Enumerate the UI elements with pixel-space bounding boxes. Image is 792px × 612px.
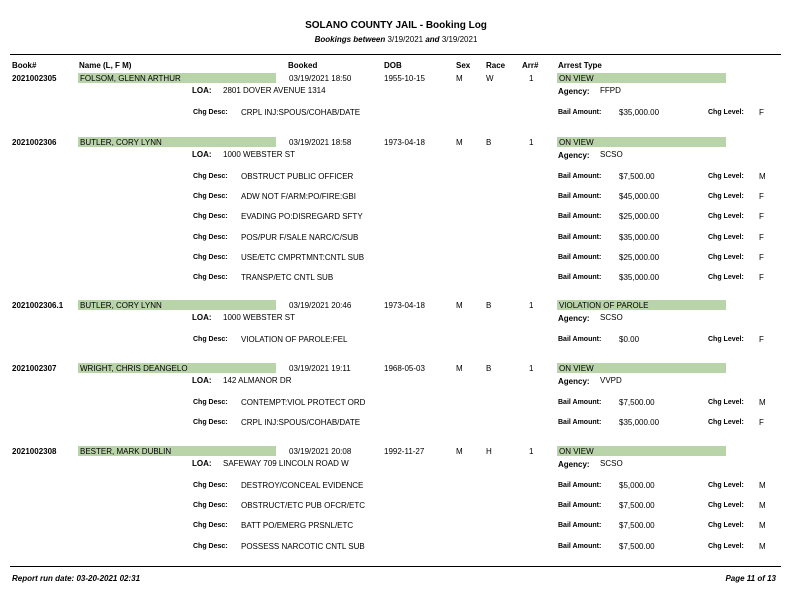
date-of-birth: 1973-04-18 xyxy=(384,301,425,310)
report-title: SOLANO COUNTY JAIL - Booking Log xyxy=(305,20,487,31)
sex-value: M xyxy=(456,74,463,83)
bail-amount-label: Bail Amount: xyxy=(558,254,602,261)
chg-desc-label: Chg Desc: xyxy=(193,399,228,406)
chg-desc-label: Chg Desc: xyxy=(193,109,228,116)
charge-description: VIOLATION OF PAROLE:FEL xyxy=(241,335,348,344)
arrest-count: 1 xyxy=(529,364,534,373)
bail-amount: $45,000.00 xyxy=(619,192,660,201)
chg-desc-label: Chg Desc: xyxy=(193,193,228,200)
loa-label: LOA: xyxy=(192,313,212,322)
charge-level: F xyxy=(759,418,764,427)
chg-desc-label: Chg Desc: xyxy=(193,482,228,489)
col-dob: DOB xyxy=(384,61,402,70)
date-to: 3/19/2021 xyxy=(441,35,478,44)
chg-level-label: Chg Level: xyxy=(708,419,744,426)
chg-desc-label: Chg Desc: xyxy=(193,543,228,550)
booked-datetime: 03/19/2021 19:11 xyxy=(289,364,351,373)
charge-level: F xyxy=(759,335,764,344)
loa-value: SAFEWAY 709 LINCOLN ROAD W xyxy=(223,459,349,468)
charge-description: BATT PO/EMERG PRSNL/ETC xyxy=(241,521,354,530)
sex-value: M xyxy=(456,447,463,456)
bail-amount-label: Bail Amount: xyxy=(558,543,602,550)
bail-amount-label: Bail Amount: xyxy=(558,336,602,343)
chg-desc-label: Chg Desc: xyxy=(193,336,228,343)
loa-value: 2801 DOVER AVENUE 1314 xyxy=(223,86,326,95)
col-arrest-type: Arrest Type xyxy=(558,61,602,70)
bail-amount-label: Bail Amount: xyxy=(558,213,602,220)
charge-level: M xyxy=(759,481,766,490)
agency-label: Agency: xyxy=(558,87,590,96)
charge-description: CRPL INJ:SPOUS/COHAB/DATE xyxy=(241,108,361,117)
bail-amount: $25,000.00 xyxy=(619,212,660,221)
person-name: BUTLER, CORY LYNN xyxy=(80,138,162,147)
charge-level: M xyxy=(759,398,766,407)
agency-value: SCSO xyxy=(600,459,623,468)
chg-level-label: Chg Level: xyxy=(708,502,744,509)
charge-description: USE/ETC CMPRTMNT:CNTL SUB xyxy=(241,253,365,262)
charge-description: EVADING PO:DISREGARD SFTY xyxy=(241,212,363,221)
loa-value: 1000 WEBSTER ST xyxy=(223,150,296,159)
bail-amount: $35,000.00 xyxy=(619,418,660,427)
subtitle-and: and xyxy=(425,35,440,44)
charge-description: TRANSP/ETC CNTL SUB xyxy=(241,273,334,282)
agency-value: VVPD xyxy=(600,376,622,385)
chg-desc-label: Chg Desc: xyxy=(193,419,228,426)
agency-value: SCSO xyxy=(600,313,623,322)
charge-level: F xyxy=(759,192,764,201)
chg-level-label: Chg Level: xyxy=(708,482,744,489)
charge-level: M xyxy=(759,501,766,510)
bail-amount-label: Bail Amount: xyxy=(558,193,602,200)
bail-amount: $7,500.00 xyxy=(619,521,655,530)
footer-divider xyxy=(10,566,781,567)
col-arr: Arr# xyxy=(522,61,539,70)
col-race: Race xyxy=(486,61,506,70)
race-value: W xyxy=(486,74,494,83)
col-name: Name (L, F M) xyxy=(79,61,132,70)
bail-amount-label: Bail Amount: xyxy=(558,419,602,426)
person-name: WRIGHT, CHRIS DEANGELO xyxy=(80,364,188,373)
arrest-count: 1 xyxy=(529,301,534,310)
race-value: B xyxy=(486,364,492,373)
arrest-type: ON VIEW xyxy=(559,138,594,147)
bail-amount-label: Bail Amount: xyxy=(558,502,602,509)
col-booked: Booked xyxy=(288,61,318,70)
bail-amount-label: Bail Amount: xyxy=(558,109,602,116)
charge-description: OBSTRUCT/ETC PUB OFCR/ETC xyxy=(241,501,366,510)
bail-amount: $7,500.00 xyxy=(619,501,655,510)
person-name: BUTLER, CORY LYNN xyxy=(80,301,162,310)
date-from: 3/19/2021 xyxy=(387,35,424,44)
chg-desc-label: Chg Desc: xyxy=(193,274,228,281)
chg-level-label: Chg Level: xyxy=(708,399,744,406)
bail-amount: $35,000.00 xyxy=(619,108,660,117)
arrest-type: ON VIEW xyxy=(559,447,594,456)
bail-amount: $7,500.00 xyxy=(619,398,655,407)
book-number: 2021002305 xyxy=(12,74,57,83)
book-number: 2021002306 xyxy=(12,138,57,147)
chg-desc-label: Chg Desc: xyxy=(193,502,228,509)
charge-level: F xyxy=(759,273,764,282)
chg-level-label: Chg Level: xyxy=(708,109,744,116)
race-value: B xyxy=(486,138,492,147)
bail-amount: $35,000.00 xyxy=(619,273,660,282)
chg-desc-label: Chg Desc: xyxy=(193,254,228,261)
bail-amount: $35,000.00 xyxy=(619,233,660,242)
charge-description: CRPL INJ:SPOUS/COHAB/DATE xyxy=(241,418,361,427)
date-of-birth: 1968-05-03 xyxy=(384,364,425,373)
bail-amount: $0.00 xyxy=(619,335,640,344)
bail-amount: $7,500.00 xyxy=(619,542,655,551)
bail-amount-label: Bail Amount: xyxy=(558,173,602,180)
book-number: 2021002308 xyxy=(12,447,57,456)
chg-level-label: Chg Level: xyxy=(708,522,744,529)
charge-level: F xyxy=(759,233,764,242)
person-name: FOLSOM, GLENN ARTHUR xyxy=(80,74,181,83)
bail-amount-label: Bail Amount: xyxy=(558,482,602,489)
charge-level: M xyxy=(759,542,766,551)
sex-value: M xyxy=(456,138,463,147)
bail-amount-label: Bail Amount: xyxy=(558,234,602,241)
charge-description: OBSTRUCT PUBLIC OFFICER xyxy=(241,172,354,181)
date-of-birth: 1973-04-18 xyxy=(384,138,425,147)
chg-level-label: Chg Level: xyxy=(708,254,744,261)
bail-amount: $7,500.00 xyxy=(619,172,655,181)
col-sex: Sex xyxy=(456,61,471,70)
sex-value: M xyxy=(456,364,463,373)
bail-amount-label: Bail Amount: xyxy=(558,399,602,406)
charge-level: M xyxy=(759,521,766,530)
header-divider xyxy=(10,54,781,55)
chg-level-label: Chg Level: xyxy=(708,173,744,180)
chg-desc-label: Chg Desc: xyxy=(193,234,228,241)
arrest-type: ON VIEW xyxy=(559,364,594,373)
report-subtitle xyxy=(0,35,792,44)
booked-datetime: 03/19/2021 18:50 xyxy=(289,74,352,83)
chg-level-label: Chg Level: xyxy=(708,543,744,550)
arrest-type: ON VIEW xyxy=(559,74,594,83)
agency-label: Agency: xyxy=(558,377,590,386)
charge-description: POS/PUR F/SALE NARC/C/SUB xyxy=(241,233,359,242)
chg-level-label: Chg Level: xyxy=(708,193,744,200)
charge-description: POSSESS NARCOTIC CNTL SUB xyxy=(241,542,365,551)
charge-level: M xyxy=(759,172,766,181)
page-number: Page 11 of 13 xyxy=(725,574,776,583)
charge-level: F xyxy=(759,253,764,262)
charge-description: ADW NOT F/ARM:PO/FIRE:GBI xyxy=(241,192,356,201)
booked-datetime: 03/19/2021 18:58 xyxy=(289,138,352,147)
bail-amount-label: Bail Amount: xyxy=(558,522,602,529)
loa-label: LOA: xyxy=(192,150,212,159)
report-run-date: Report run date: 03-20-2021 02:31 xyxy=(12,574,141,583)
charge-description: DESTROY/CONCEAL EVIDENCE xyxy=(241,481,364,490)
loa-label: LOA: xyxy=(192,376,212,385)
chg-desc-label: Chg Desc: xyxy=(193,522,228,529)
arrest-count: 1 xyxy=(529,447,534,456)
arrest-type: VIOLATION OF PAROLE xyxy=(559,301,649,310)
person-name: BESTER, MARK DUBLIN xyxy=(80,447,172,456)
loa-value: 142 ALMANOR DR xyxy=(223,376,292,385)
col-book: Book# xyxy=(12,61,37,70)
chg-level-label: Chg Level: xyxy=(708,336,744,343)
bail-amount: $5,000.00 xyxy=(619,481,655,490)
chg-level-label: Chg Level: xyxy=(708,213,744,220)
agency-value: FFPD xyxy=(600,86,621,95)
booked-datetime: 03/19/2021 20:46 xyxy=(289,301,352,310)
race-value: B xyxy=(486,301,492,310)
arrest-count: 1 xyxy=(529,138,534,147)
agency-label: Agency: xyxy=(558,460,590,469)
race-value: H xyxy=(486,447,492,456)
chg-level-label: Chg Level: xyxy=(708,234,744,241)
agency-value: SCSO xyxy=(600,150,623,159)
agency-label: Agency: xyxy=(558,151,590,160)
charge-description: CONTEMPT:VIOL PROTECT ORD xyxy=(241,398,366,407)
booked-datetime: 03/19/2021 20:08 xyxy=(289,447,352,456)
date-of-birth: 1955-10-15 xyxy=(384,74,425,83)
charge-level: F xyxy=(759,108,764,117)
loa-label: LOA: xyxy=(192,459,212,468)
bail-amount-label: Bail Amount: xyxy=(558,274,602,281)
date-of-birth: 1992-11-27 xyxy=(384,447,425,456)
chg-level-label: Chg Level: xyxy=(708,274,744,281)
arrest-count: 1 xyxy=(529,74,534,83)
book-number: 2021002306.1 xyxy=(12,301,64,310)
subtitle-prefix: Bookings between xyxy=(314,35,386,44)
charge-level: F xyxy=(759,212,764,221)
loa-value: 1000 WEBSTER ST xyxy=(223,313,296,322)
loa-label: LOA: xyxy=(192,86,212,95)
chg-desc-label: Chg Desc: xyxy=(193,213,228,220)
chg-desc-label: Chg Desc: xyxy=(193,173,228,180)
book-number: 2021002307 xyxy=(12,364,57,373)
bail-amount: $25,000.00 xyxy=(619,253,660,262)
sex-value: M xyxy=(456,301,463,310)
agency-label: Agency: xyxy=(558,314,590,323)
